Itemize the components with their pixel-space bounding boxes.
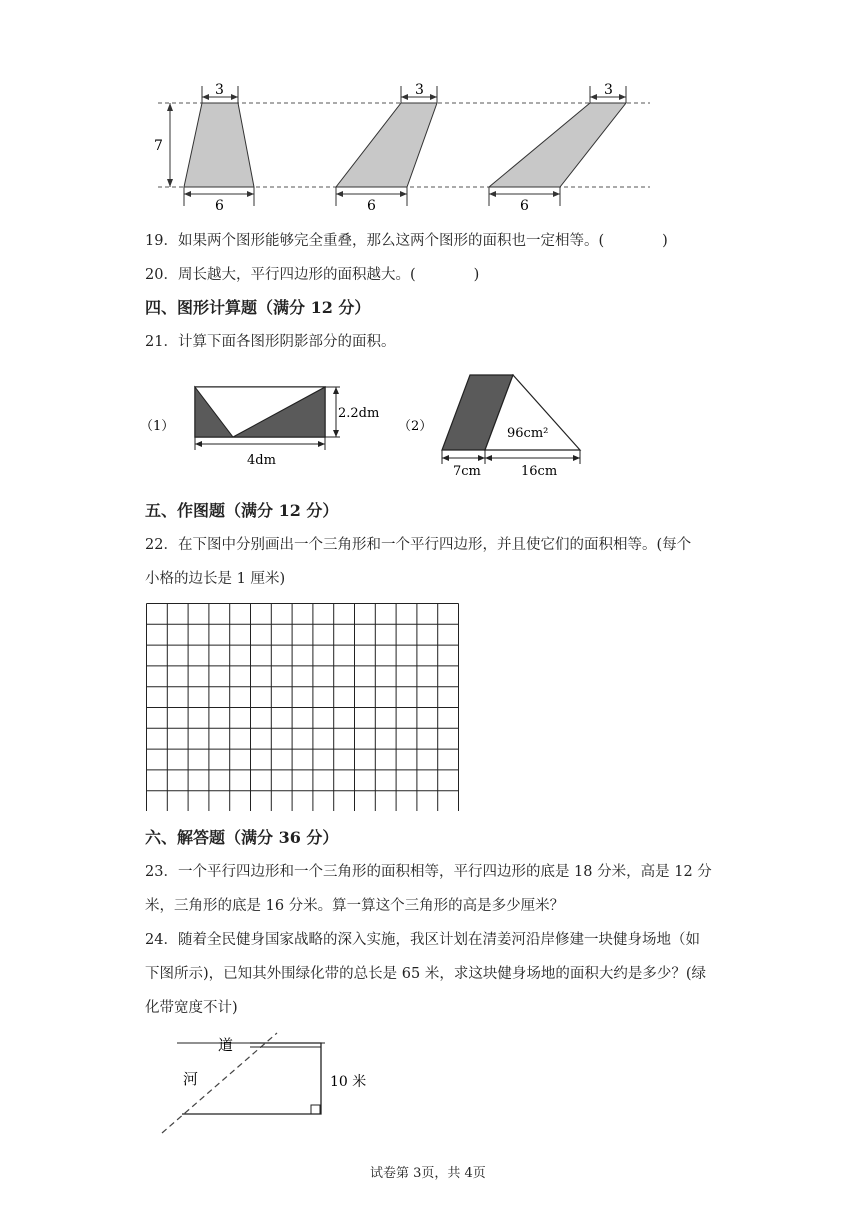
bottom-label-2: 6 bbox=[367, 198, 376, 214]
question-21: 21．计算下面各图形阴影部分的面积。 bbox=[145, 334, 396, 350]
question-20: 20．周长越大，平行四边形的面积越大。( ) bbox=[145, 267, 480, 283]
page-footer: 试卷第 3页，共 4页 bbox=[370, 1166, 486, 1181]
width-label: 4dm bbox=[247, 453, 276, 468]
top-label-2: 3 bbox=[415, 82, 424, 98]
fig21-label-1: （1） bbox=[140, 419, 175, 434]
field-boundary bbox=[182, 1043, 321, 1114]
question-19: 19．如果两个图形能够完全重叠，那么这两个图形的面积也一定相等。( ) bbox=[145, 233, 668, 249]
right-angle-mark bbox=[311, 1105, 320, 1114]
top-label-1: 3 bbox=[215, 82, 224, 98]
river-label: 河 bbox=[183, 1070, 199, 1088]
height-label-21: 2.2dm bbox=[338, 406, 380, 421]
base-label-1: 7cm bbox=[453, 464, 481, 479]
trapezoid-figure bbox=[140, 78, 660, 218]
section-6-heading: 六、解答题（满分 36 分） bbox=[145, 828, 339, 847]
section-4-heading: 四、图形计算题（满分 12 分） bbox=[145, 298, 371, 317]
question-22-line-2: 小格的边长是 1 厘米) bbox=[145, 571, 286, 587]
road-label: 道 bbox=[218, 1036, 234, 1054]
question-24-line-1: 24．随着全民健身国家战略的深入实施，我区计划在清姜河沿岸修建一块健身场地（如 bbox=[145, 932, 700, 948]
fig21-label-2: （2） bbox=[398, 419, 433, 434]
top-label-3: 3 bbox=[604, 82, 613, 98]
base-label-2: 16cm bbox=[521, 464, 558, 479]
area-label: 96cm² bbox=[507, 426, 549, 441]
section-5-heading: 五、作图题（满分 12 分） bbox=[145, 501, 339, 520]
trapezoid-2 bbox=[336, 103, 437, 187]
figure-21 bbox=[140, 368, 600, 483]
bottom-label-1: 6 bbox=[215, 198, 224, 214]
question-22-line-1: 22．在下图中分别画出一个三角形和一个平行四边形，并且使它们的面积相等。(每个 bbox=[145, 537, 692, 553]
question-23-line-1: 23．一个平行四边形和一个三角形的面积相等，平行四边形的底是 18 分米，高是 12 分 bbox=[145, 864, 712, 880]
question-24-line-2: 下图所示)，已知其外围绿化带的总长是 65 米，求这块健身场地的面积大约是多少？(绿 bbox=[145, 966, 706, 982]
drawing-grid[interactable] bbox=[146, 603, 466, 811]
side-length-label: 10 米 bbox=[330, 1074, 367, 1090]
trapezoid-1 bbox=[184, 103, 254, 187]
bottom-label-3: 6 bbox=[520, 198, 529, 214]
question-23-line-2: 米，三角形的底是 16 分米。算一算这个三角形的高是多少厘米？ bbox=[145, 898, 565, 914]
height-label: 7 bbox=[154, 138, 163, 154]
trapezoid-3 bbox=[489, 103, 626, 187]
figure-24-field bbox=[150, 1030, 410, 1140]
question-24-line-3: 化带宽度不计) bbox=[145, 1000, 238, 1016]
